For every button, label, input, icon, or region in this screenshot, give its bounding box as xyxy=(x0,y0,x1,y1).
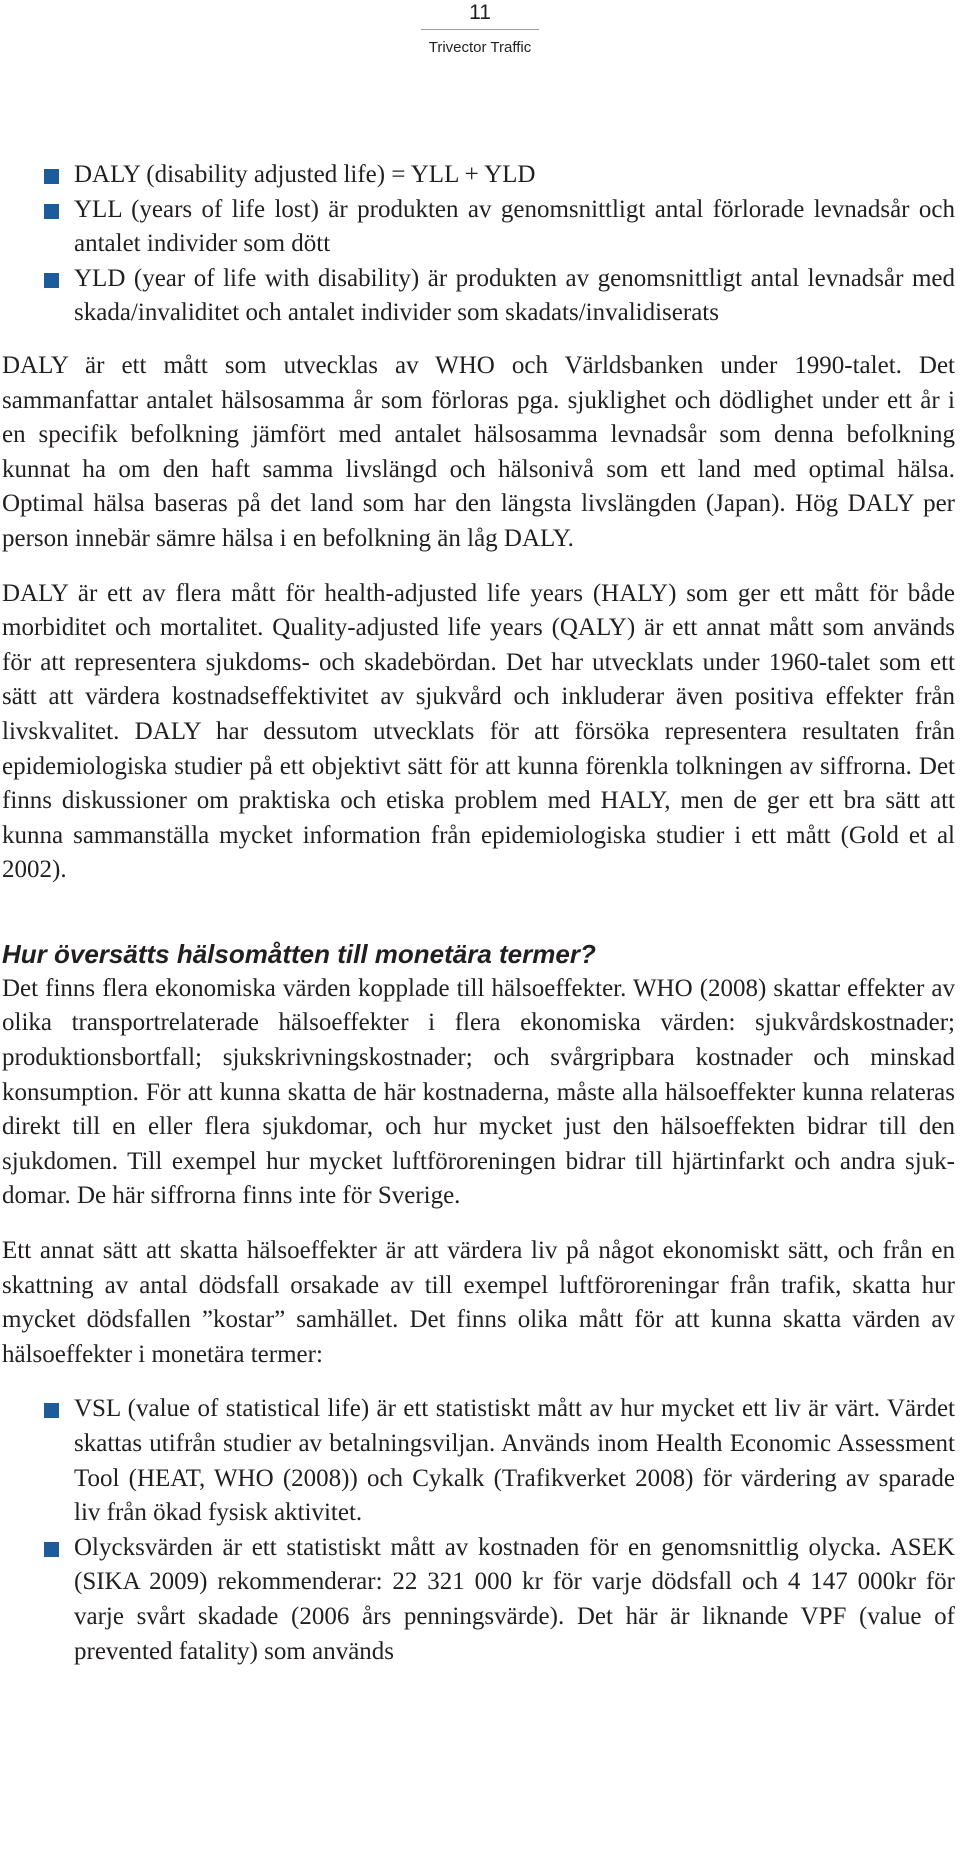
valuation-list xyxy=(2,1392,955,1669)
page-header xyxy=(400,0,560,58)
section-heading: Hur översätts hälsomåtten till monetära termer? xyxy=(2,938,596,969)
square-bullet-icon xyxy=(44,1542,59,1557)
paragraph: Ett annat sätt att skatta hälsoeffekter är att värdera liv på något ekonomiskt sätt, och från en skattning av antal dödsfall orsakade av till exempel luftföroreningar från trafik, skatta hur mycket dödsfallen ”kostar” samhället. Det finns olika mått för att kunna skatta värden av hälsoeffekter i monetära termer: xyxy=(2,1237,955,1368)
list-item xyxy=(2,158,955,193)
list-item-text: Olycksvärden är ett statistiskt mått av kostnaden för en genomsnittlig olycka. ASEK (SIKA 2009) rekommenderar: 22 321 000 kr för varje dödsfall och 4 147 000kr för varje svårt skadade (2006 års penningsvärde). Det här är liknande VPF (value of prevented fatality) som används xyxy=(74,1533,955,1665)
list-item-text: YLL (years of life lost) är produkten av genomsnittligt antal förlorade levnadsår och antalet individer som dött xyxy=(74,195,955,258)
paragraph: DALY är ett mått som utvecklas av WHO och Världsbanken under 1990-talet. Det sammanfattar antalet hälsosamma år som förloras pga. sjuklighet och dödlighet under ett år i en specifik befolkning jämfört med antalet hälsosamma levnadsår som denna befolkning kunnat ha om den haft samma livslängd och hälsonivå som ett land med optimal hälsa. Optimal hälsa baseras på det land som har den längsta livslängden (Japan). Hög DALY per person innebär sämre hälsa i en befolkning än låg DALY. xyxy=(2,351,955,552)
list-item-text: DALY (disability adjusted life) = YLL + YLD xyxy=(74,161,536,188)
square-bullet-icon xyxy=(44,204,59,219)
definition-list xyxy=(2,158,955,331)
list-item xyxy=(2,193,955,262)
header-rule xyxy=(421,29,539,30)
square-bullet-icon xyxy=(44,1403,59,1418)
list-item xyxy=(2,1531,955,1669)
document-body xyxy=(2,158,955,1669)
paragraph: DALY är ett av flera mått för health-adjusted life years (HALY) som ger ett mått för både morbiditet och mortalitet. Quality-adjusted life years (QALY) är ett annat mått som används för att representera sjukdoms- och skadebördan. Det har utvecklats under 1960-talet som ett sätt att värdera kostnadseffektivitet av sjukvård och inkluderar även positiva effekter från livskvalitet. DALY har dessutom utvecklats för att försöka representera resultaten från epidemiologiska studier på ett objektivt sätt för att kunna förenkla tolkningen av siffrorna. Det finns diskussioner om praktiska och etiska problem med HALY, men de ger ett bra sätt att kunna sammanställa mycket information från epidemiologiska studier i ett mått (Gold et al 2002). xyxy=(2,579,955,884)
paragraph: Det finns flera ekonomiska värden kopplade till hälsoeffekter. WHO (2008) skattar effekter av olika transportrelaterade hälsoeffekter i flera ekonomiska värden: sjukvårdskostnader; produktionsbortfall; sjukskrivningskostnader; och svårgripbara kostnader och minskad konsumption. För att kunna skatta de här kostnaderna, måste alla hälsoeffekter kunna relateras direkt till en eller flera sjukdomar, och hur mycket just den hälsoeffekten bidrar till den sjukdomen. Till exempel hur mycket luftföroreningen bidrar till hjärtinfarkt och andra sjukdomar. De här siffrorna finns inte för Sverige. xyxy=(2,974,955,1210)
square-bullet-icon xyxy=(44,169,59,184)
list-item xyxy=(2,1392,955,1530)
square-bullet-icon xyxy=(44,273,59,288)
running-title: Trivector Traffic xyxy=(428,39,532,56)
list-item-text: VSL (value of statistical life) är ett statistiskt mått av hur mycket ett liv är värt. Värdet skattas utifrån studier av betalningsviljan. Används inom Health Economic Assessment Tool (HEAT, WHO (2008)) och Cykalk (Trafikverket 2008) för värdering av sparade liv från ökad fysisk aktivitet. xyxy=(74,1395,955,1527)
list-item xyxy=(2,262,955,331)
list-item-text: YLD (year of life with disability) är produkten av genomsnittligt antal levnadsår med skada/invaliditet och antalet individer som skadats/invalidiserats xyxy=(74,264,955,327)
page-number: 11 xyxy=(469,1,491,24)
